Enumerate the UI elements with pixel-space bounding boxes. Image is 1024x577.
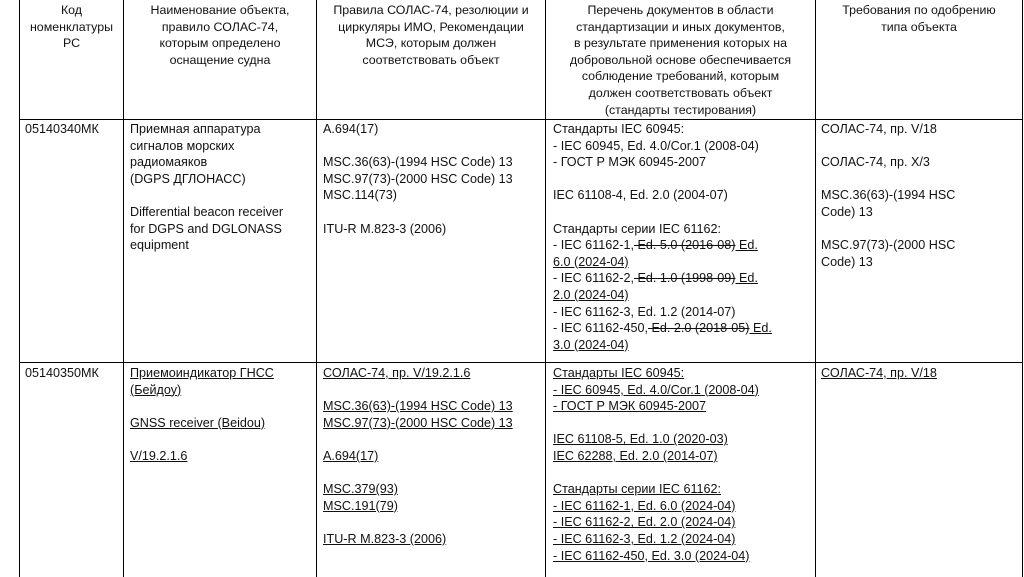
standard-line bbox=[553, 465, 759, 482]
rule-line: MSC.97(73)-(2000 HSC Code) 13 bbox=[323, 415, 513, 430]
header-text: добровольной основе обеспечивается bbox=[569, 52, 792, 67]
standard-line bbox=[553, 287, 772, 304]
header-text: номенклатуры bbox=[29, 19, 114, 34]
row2-rules bbox=[323, 365, 513, 548]
row1-code bbox=[25, 121, 99, 138]
standard-line: - IEC 61162-3, Ed. 1.2 (2014-07) bbox=[553, 304, 736, 319]
header-text: соответствовать объект bbox=[362, 52, 500, 67]
approval-line: MSC.36(63)-(1994 HSC bbox=[821, 188, 956, 203]
inserted-text: 6.0 (2024-04) bbox=[553, 254, 629, 269]
rule-line bbox=[323, 465, 513, 482]
name-line: (Бейдоу) bbox=[130, 382, 182, 397]
header-text: правило СОЛАС-74, bbox=[161, 19, 279, 34]
header-text: РС bbox=[62, 36, 81, 51]
standard-line: IEC 61108-4, Ed. 2.0 (2004-07) bbox=[553, 188, 728, 203]
approval-line bbox=[821, 221, 955, 238]
standard-line: Стандарты серии IEC 61162: bbox=[553, 221, 722, 236]
header-text: в результате применения которых на bbox=[573, 36, 788, 51]
approval-line: Code) 13 bbox=[821, 254, 873, 269]
header-text: Наименование объекта, bbox=[150, 3, 290, 17]
header-text: стандартизации и иных документов, bbox=[576, 19, 785, 34]
inserted-text: 3.0 (2024-04) bbox=[553, 337, 629, 352]
rule-line bbox=[323, 204, 513, 221]
name-line: GNSS receiver (Beidou) bbox=[130, 415, 266, 430]
approval-line bbox=[821, 171, 955, 188]
name-line: радиомаяков bbox=[130, 155, 208, 170]
name-line bbox=[130, 398, 274, 415]
name-line: сигналов морских bbox=[130, 138, 235, 153]
header-text: типа объекта bbox=[881, 19, 957, 34]
blank-line bbox=[553, 171, 772, 188]
standard-line: Стандарты IEC 60945: bbox=[553, 366, 685, 380]
name-line bbox=[130, 187, 283, 204]
code-text: 05140340МК bbox=[25, 122, 99, 136]
column-divider bbox=[19, 0, 20, 577]
standard-text: - IEC 61162-1, bbox=[553, 238, 634, 253]
name-line: for DGPS and DGLONASS bbox=[130, 221, 282, 236]
row2-code bbox=[25, 365, 99, 382]
standard-line bbox=[553, 415, 759, 432]
rule-line: MSC.36(63)-(1994 HSC Code) 13 bbox=[323, 155, 513, 170]
header-text: соблюдение требований, которым bbox=[581, 69, 780, 84]
inserted-text: 2.0 (2024-04) bbox=[553, 287, 629, 302]
deleted-text: Ed. 5.0 (2016-08) bbox=[633, 238, 736, 253]
column-divider bbox=[123, 0, 124, 577]
name-line: (DGPS ДГЛОНАСС) bbox=[130, 171, 246, 186]
approval-line bbox=[821, 138, 955, 155]
approval-line: СОЛАС-74, пр. X/3 bbox=[821, 155, 930, 170]
rule-line: A.694(17) bbox=[323, 448, 379, 463]
header-text: Перечень документов в области bbox=[587, 3, 774, 17]
approval-line: Code) 13 bbox=[821, 204, 873, 219]
name-line: equipment bbox=[130, 238, 189, 253]
rule-line bbox=[323, 514, 513, 531]
column-divider bbox=[316, 0, 317, 577]
rule-line: MSC.114(73) bbox=[323, 188, 397, 203]
header-text: циркуляры ИМО, Рекомендации bbox=[338, 19, 524, 34]
standard-text: - IEC 61162-2, bbox=[553, 271, 634, 286]
name-line bbox=[130, 431, 274, 448]
rule-line: ITU-R M.823-3 (2006) bbox=[323, 531, 447, 546]
approval-line: СОЛАС-74, пр. V/18 bbox=[821, 366, 937, 380]
column-divider bbox=[1022, 0, 1023, 577]
header-text: Правила СОЛАС-74, резолюции и bbox=[333, 3, 529, 17]
standard-line: - IEC 61162-450, Ed. 3.0 (2024-04) bbox=[553, 548, 750, 563]
header-text: МСЭ, которым должен bbox=[365, 36, 497, 51]
approval-line: MSC.97(73)-(2000 HSC bbox=[821, 238, 956, 253]
rule-line: MSC.97(73)-(2000 HSC Code) 13 bbox=[323, 171, 513, 186]
header-standards bbox=[546, 2, 815, 118]
standard-line: IEC 62288, Ed. 2.0 (2014-07) bbox=[553, 448, 718, 463]
standard-line: - IEC 61162-3, Ed. 1.2 (2024-04) bbox=[553, 531, 736, 546]
rule-line: MSC.379(93) bbox=[323, 482, 398, 497]
standard-line: - IEC 60945, Ed. 4.0/Cor.1 (2008-04) bbox=[553, 138, 759, 153]
rule-line: A.694(17) bbox=[323, 122, 379, 136]
rule-line: MSC.191(79) bbox=[323, 498, 398, 513]
standard-line bbox=[553, 270, 772, 287]
rule-line: ITU-R M.823-3 (2006) bbox=[323, 221, 447, 236]
header-text: которым определено bbox=[159, 36, 281, 51]
row2-name bbox=[130, 365, 274, 465]
name-line: V/19.2.1.6 bbox=[130, 448, 188, 463]
row2-approval bbox=[821, 365, 937, 382]
deleted-text: Ed. 2.0 (2018-05) bbox=[647, 321, 750, 336]
rule-line: СОЛАС-74, пр. V/19.2.1.6 bbox=[323, 366, 471, 380]
standard-line bbox=[553, 337, 772, 354]
name-line: Differential beacon receiver bbox=[130, 204, 284, 219]
deleted-text: Ed. 1.0 (1998-09) bbox=[633, 271, 736, 286]
header-text: должен соответствовать объект bbox=[588, 85, 773, 100]
standard-line: IEC 61108-5, Ed. 1.0 (2020-03) bbox=[553, 432, 728, 447]
blank-line bbox=[553, 204, 772, 221]
standard-line: - IEC 61162-2, Ed. 2.0 (2024-04) bbox=[553, 515, 736, 530]
standard-line: - ГОСТ Р МЭК 60945-2007 bbox=[553, 155, 706, 170]
column-divider bbox=[815, 0, 816, 577]
standard-line bbox=[553, 237, 772, 254]
header-text: Требования по одобрению bbox=[842, 3, 996, 17]
row-divider bbox=[19, 362, 1023, 363]
header-text: Код bbox=[60, 3, 83, 17]
header-object-name bbox=[124, 2, 316, 68]
row2-standards bbox=[553, 365, 759, 564]
name-line: Приемоиндикатор ГНСС bbox=[130, 366, 274, 380]
header-code bbox=[20, 2, 123, 52]
row1-rules bbox=[323, 121, 513, 237]
standard-line: - ГОСТ Р МЭК 60945-2007 bbox=[553, 399, 706, 414]
standard-line: - IEC 61162-1, Ed. 6.0 (2024-04) bbox=[553, 498, 736, 513]
header-approval bbox=[816, 2, 1022, 35]
row-divider bbox=[19, 119, 1023, 120]
standard-line: Стандарты IEC 60945: bbox=[553, 122, 685, 136]
standard-line bbox=[553, 320, 772, 337]
code-text: 05140350МК bbox=[25, 366, 99, 380]
header-text: оснащение судна bbox=[169, 52, 271, 67]
header-rules bbox=[317, 2, 545, 68]
inserted-text: Ed. bbox=[735, 238, 758, 253]
standard-line: Стандарты серии IEC 61162: bbox=[553, 482, 722, 497]
standard-text: - IEC 61162-450, bbox=[553, 321, 648, 336]
row1-name bbox=[130, 121, 283, 254]
inserted-text: Ed. bbox=[735, 271, 758, 286]
standard-line: - IEC 60945, Ed. 4.0/Cor.1 (2008-04) bbox=[553, 382, 759, 397]
row1-approval bbox=[821, 121, 955, 270]
rule-line: MSC.36(63)-(1994 HSC Code) 13 bbox=[323, 399, 513, 414]
rule-line bbox=[323, 431, 513, 448]
inserted-text: Ed. bbox=[749, 321, 772, 336]
standard-line bbox=[553, 254, 772, 271]
approval-line: СОЛАС-74, пр. V/18 bbox=[821, 122, 937, 136]
row1-standards bbox=[553, 121, 772, 353]
rule-line bbox=[323, 382, 513, 399]
name-line: Приемная аппаратура bbox=[130, 122, 261, 136]
rule-line bbox=[323, 138, 513, 155]
header-text: (стандарты тестирования) bbox=[604, 102, 757, 117]
